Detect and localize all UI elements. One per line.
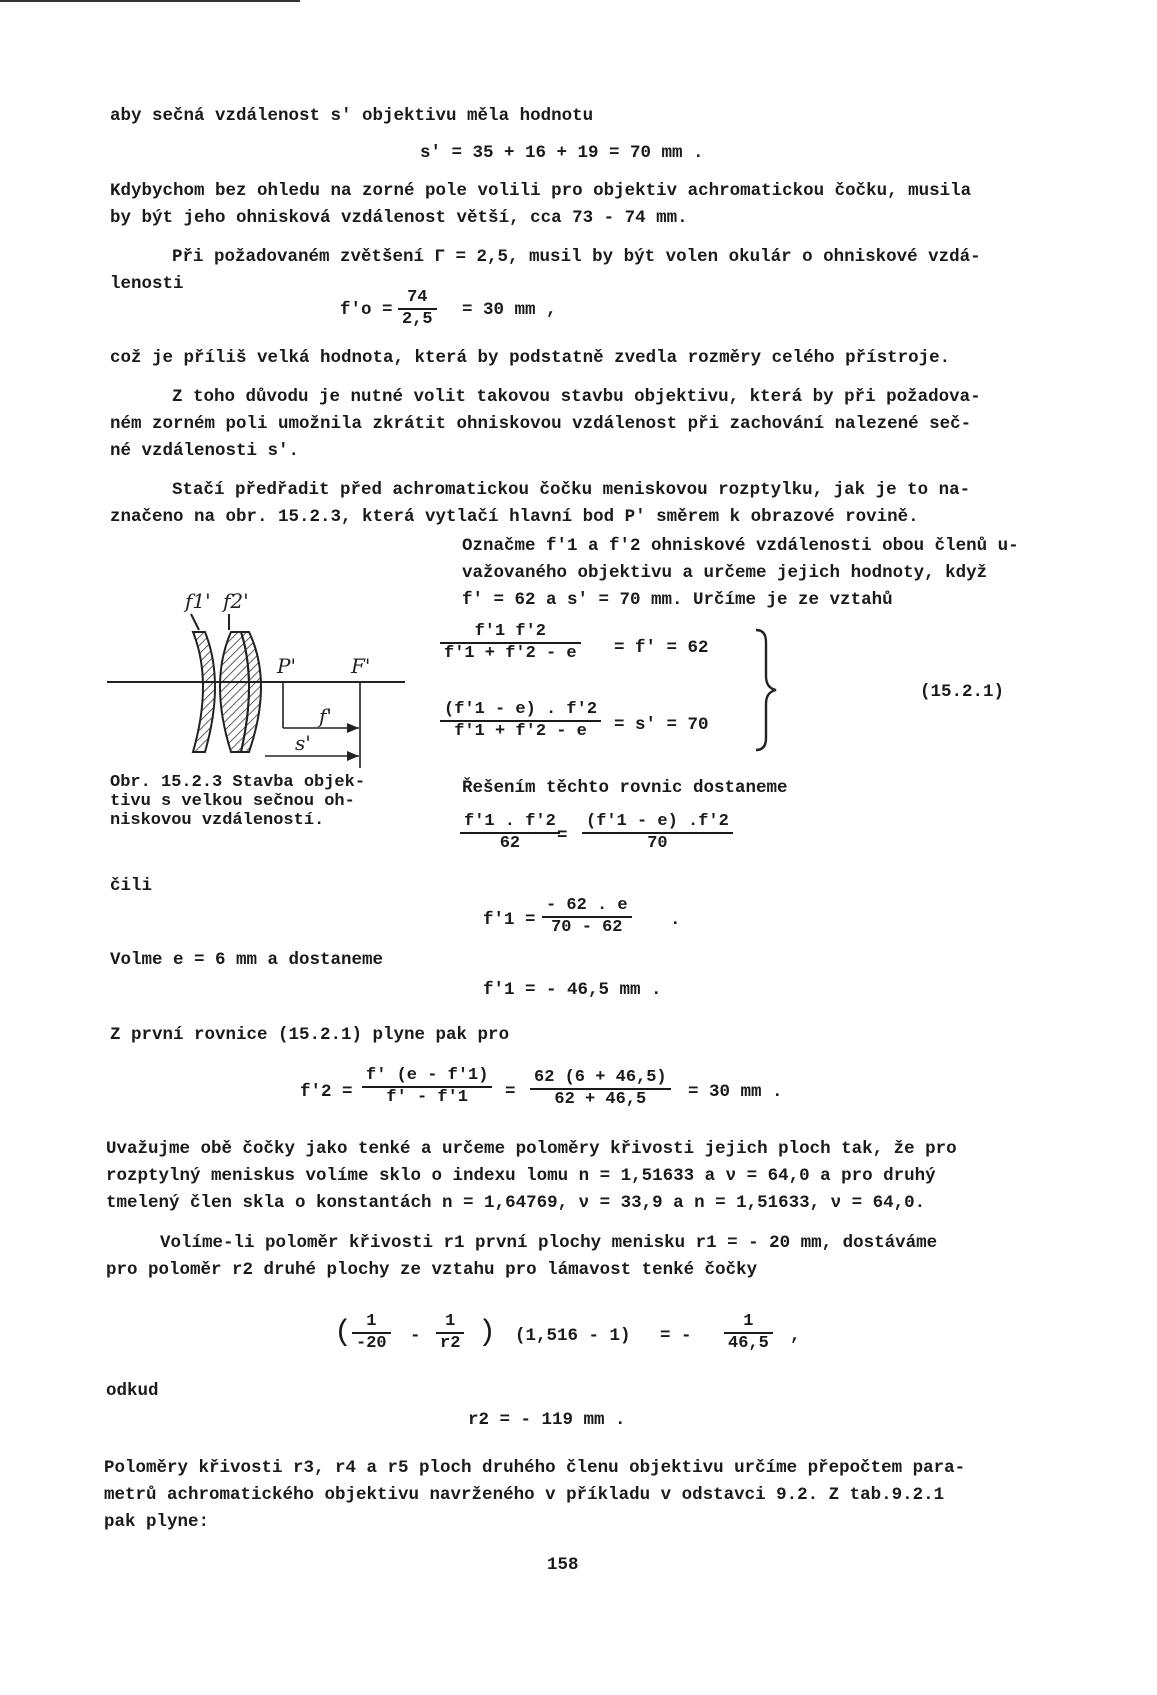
text-line: Poloměry křivosti r3, r4 a r5 ploch druhého členu objektivu určíme přepočtem para- [104, 1458, 966, 1478]
s-arrowhead [347, 751, 359, 761]
text-line: lenosti [110, 274, 184, 294]
fraction [398, 288, 437, 330]
text-line: Z toho důvodu je nutné volit takovou stavbu objektivu, která by při požadova- [172, 387, 981, 407]
text-line: ném zorném poli umožnila zkrátit ohniskovou vzdálenost při zachování nalezené seč- [110, 414, 972, 434]
minus-sign: - [410, 1326, 421, 1346]
denominator: r2 [440, 1334, 461, 1353]
denominator: 2,5 [402, 310, 433, 329]
lens-figure [105, 578, 415, 778]
f-arrowhead [347, 723, 359, 733]
equation-lhs: f'o = [340, 300, 393, 320]
denominator: f'1 + f'2 - e [444, 644, 577, 663]
denominator: f'1 + f'2 - e [454, 722, 587, 741]
numerator: f'1 . f'2 [464, 812, 556, 831]
text-line: važovaného objektivu a určeme jejich hodnoty, když [462, 563, 988, 583]
equation-rhs: = 30 mm . [688, 1082, 783, 1102]
multiplier: (1,516 - 1) [515, 1326, 631, 1346]
numerator: f'1 f'2 [474, 622, 547, 641]
close-paren: ) [478, 1316, 497, 1350]
denominator: 62 + 46,5 [554, 1090, 647, 1109]
text-line: pak plyne: [104, 1512, 210, 1532]
text-line: Stačí předřadit před achromatickou čočku meniskovou rozptylku, jak je to na- [172, 480, 971, 500]
system-brace [752, 628, 782, 752]
fraction [724, 1312, 773, 1354]
text-line: Z první rovnice (15.2.1) plyne pak pro [110, 1025, 510, 1045]
label-f2: f2' [223, 589, 249, 613]
fraction [362, 1066, 492, 1108]
numerator: 1 [366, 1312, 377, 1331]
equals-sign: = [505, 1082, 516, 1102]
equation-r2: r2 = - 119 mm . [468, 1410, 626, 1430]
figure-caption-line: Obr. 15.2.3 Stavba objek- [110, 773, 366, 792]
text-line: by být jeho ohnisková vzdálenost větší, cca 73 - 74 mm. [110, 208, 688, 228]
text-line: čili [110, 876, 153, 896]
text-line: odkud [106, 1381, 159, 1401]
text-line: Uvažujme obě čočky jako tenké a určeme poloměry křivosti jejich ploch tak, že pro [106, 1139, 957, 1159]
equals-sign: = [557, 826, 568, 846]
fraction [440, 622, 581, 664]
equation-number: (15.2.1) [920, 682, 1005, 702]
numerator: - 62 . e [546, 896, 628, 915]
denominator: 70 [647, 834, 668, 853]
numerator: (f'1 - e) .f'2 [586, 812, 729, 831]
top-rule [0, 0, 300, 2]
text-line: f' = 62 a s' = 70 mm. Určíme je ze vztahů [462, 590, 893, 610]
fraction [460, 812, 560, 854]
label-fprime: f' [319, 704, 332, 728]
equation-rhs: = f' = 62 [614, 638, 709, 658]
denominator: -20 [356, 1334, 387, 1353]
text-line: Označme f'1 a f'2 ohniskové vzdálenosti obou členů u- [462, 536, 1019, 556]
denominator: 70 - 62 [551, 918, 623, 937]
text-line: metrů achromatického objektivu navrženého v příkladu v odstavci 9.2. Z tab.9.2.1 [104, 1485, 945, 1505]
text-line: rozptylný meniskus volíme sklo o indexu lomu n = 1,51633 a ν = 64,0 a pro druhý [106, 1166, 936, 1186]
equation-rhs: . [670, 910, 681, 930]
text-line: Kdybychom bez ohledu na zorné pole volili pro objektiv achromatickou čočku, musila [110, 181, 972, 201]
numerator: 62 (6 + 46,5) [534, 1068, 667, 1087]
text-line: aby sečná vzdálenost s' objektivu měla hodnotu [110, 106, 594, 126]
text-line: značeno na obr. 15.2.3, která vytlačí hlavní bod P' směrem k obrazové rovině. [110, 507, 919, 527]
numerator: 1 [445, 1312, 456, 1331]
equation-sprime: s' = 35 + 16 + 19 = 70 mm . [420, 143, 704, 163]
fraction [542, 896, 632, 938]
label-F: F' [351, 654, 371, 678]
text-line: pro poloměr r2 druhé plochy ze vztahu pro lámavost tenké čočky [106, 1260, 758, 1280]
text-line: Volíme-li poloměr křivosti r1 první plochy menisku r1 = - 20 mm, dostáváme [160, 1233, 938, 1253]
fraction [582, 812, 733, 854]
fraction [436, 1312, 464, 1354]
open-paren: ( [334, 1316, 353, 1350]
fraction [352, 1312, 391, 1354]
denominator: f' - f'1 [386, 1088, 469, 1107]
figure-caption-line: niskovou vzdáleností. [110, 811, 325, 830]
text-line: tmelený člen skla o konstantách n = 1,64769, ν = 33,9 a n = 1,51633, ν = 64,0. [106, 1193, 926, 1213]
label-sprime: s' [295, 731, 311, 755]
figure-caption-line: tivu s velkou sečnou oh- [110, 792, 355, 811]
text-line: což je příliš velká hodnota, která by podstatně zvedla rozměry celého přístroje. [110, 348, 951, 368]
meniscus-lens [193, 632, 215, 752]
numerator: f' (e - f'1) [366, 1066, 489, 1085]
equation-rhs: , [790, 1326, 801, 1346]
equation-lhs: f'2 = [300, 1082, 353, 1102]
fraction [530, 1068, 671, 1110]
text-line: Při požadovaném zvětšení Γ = 2,5, musil by být volen okulár o ohniskové vzdá- [172, 247, 981, 267]
equation-f1: f'1 = - 46,5 mm . [483, 980, 662, 1000]
equals-sign: = - [660, 1326, 692, 1346]
equation-rhs: = 30 mm , [462, 300, 557, 320]
denominator: 62 [499, 834, 521, 853]
equation-rhs: = s' = 70 [614, 715, 709, 735]
arrow-f1 [191, 614, 199, 630]
denominator: 46,5 [728, 1334, 769, 1353]
label-f1: f1' [185, 589, 211, 613]
fraction [440, 700, 601, 742]
numerator: 1 [743, 1312, 754, 1331]
equation-lhs: f'1 = [483, 910, 536, 930]
numerator: 74 [407, 288, 428, 307]
text-line: né vzdálenosti s'. [110, 441, 300, 461]
page-number: 158 [547, 1555, 579, 1575]
label-P: P' [277, 654, 296, 678]
text-line: Řešením těchto rovnic dostaneme [462, 778, 788, 798]
text-line: Volme e = 6 mm a dostaneme [110, 950, 384, 970]
numerator: (f'1 - e) . f'2 [444, 700, 598, 719]
